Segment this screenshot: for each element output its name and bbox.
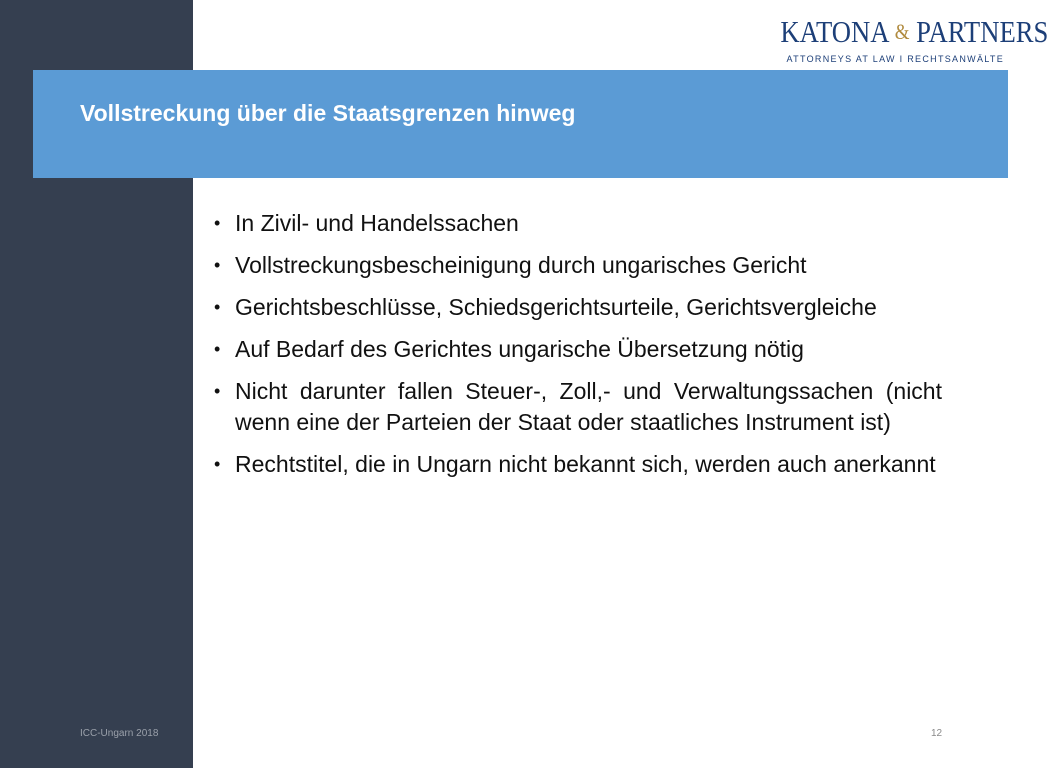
footer-event-label: ICC-Ungarn 2018 [80,728,159,739]
bullet-marker: • [214,213,221,233]
bullet-item [214,334,942,365]
bullet-item [214,449,942,480]
bullet-text: Rechtstitel, die in Ungarn nicht bekannt sich, werden auch anerkannt [235,451,936,477]
bullet-item [214,292,942,323]
bullet-text: Gerichtsbeschlüsse, Schiedsgerichtsurteile, Gerichtsvergleiche [235,294,877,320]
bullet-list [214,208,942,491]
bullet-marker: • [214,454,221,474]
bullet-item [214,250,942,281]
logo-wordmark [780,14,1048,50]
bullet-marker: • [214,339,221,359]
slide-title: Vollstreckung über die Staatsgrenzen hinweg [80,100,576,126]
footer-page-number: 12 [931,728,943,739]
logo-tagline: ATTORNEYS AT LAW I RECHTSANWÄLTE [786,54,1004,64]
bullet-text: Vollstreckungsbescheinigung durch ungarisches Gericht [235,252,807,278]
bullet-item [214,208,942,239]
bullet-marker: • [214,255,221,275]
company-logo [744,14,1048,64]
logo-name-part2: PARTNERS [916,14,1048,49]
bullet-text: Auf Bedarf des Gerichtes ungarische Übersetzung nötig [235,336,804,362]
bullet-marker: • [214,381,221,401]
bullet-text: In Zivil- und Handelssachen [235,210,519,236]
logo-ampersand: & [894,19,910,44]
title-bar [33,70,1008,178]
bullet-item [214,376,942,438]
bullet-text: Nicht darunter fallen Steuer-, Zoll,- und Verwaltungssachen (nicht wenn eine der Parteien der Staat oder staatliches Instrument ist) [235,378,942,435]
logo-name-part1: KATONA [780,14,889,49]
bullet-marker: • [214,297,221,317]
